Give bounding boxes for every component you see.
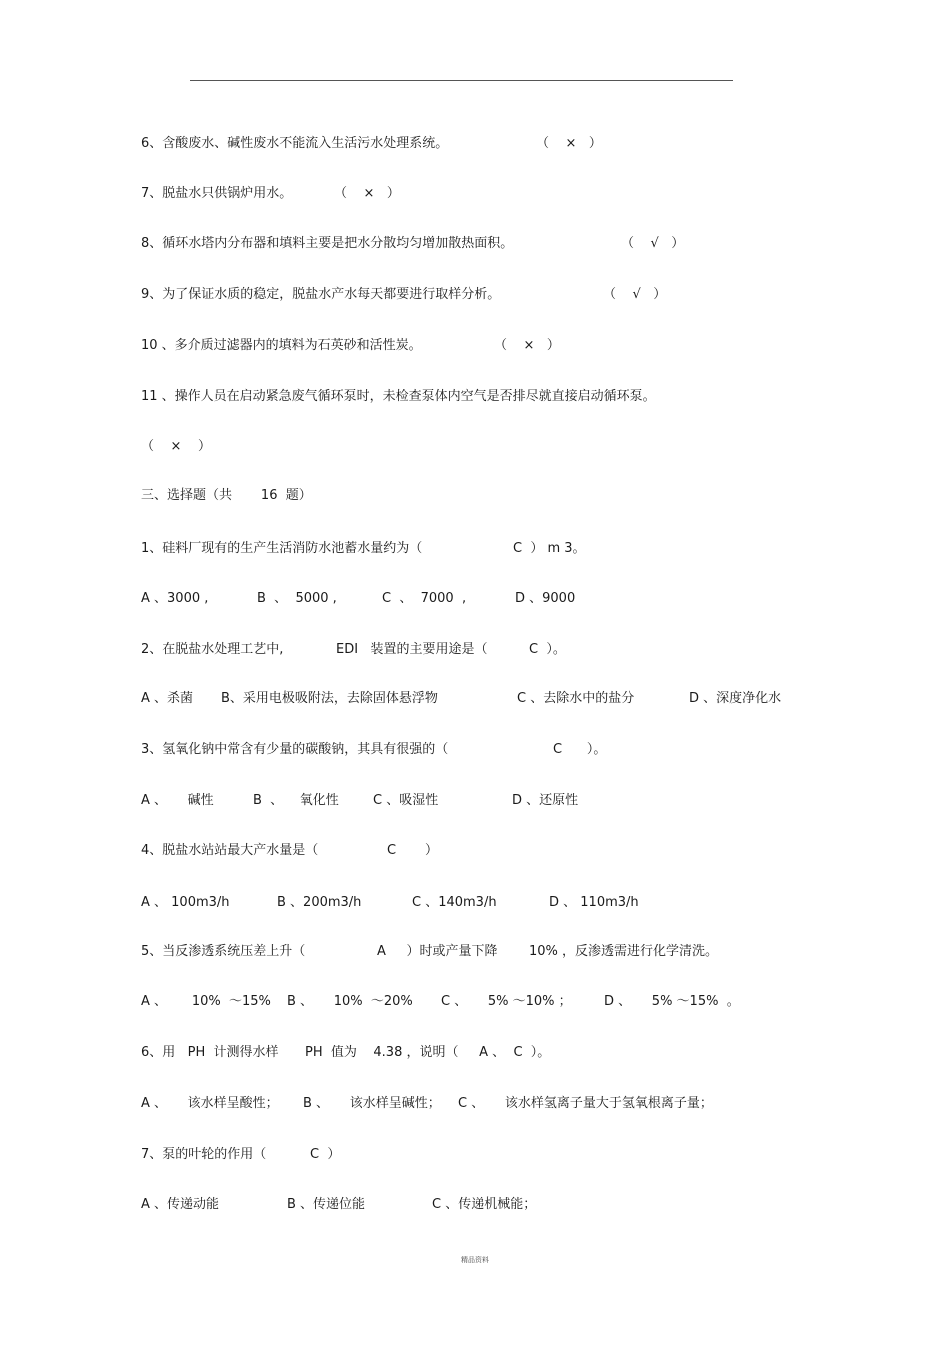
option-d: D 、9000	[515, 591, 576, 606]
judge-item-9	[141, 287, 667, 335]
header-rule	[190, 80, 733, 81]
option-a: A 、3000 ,	[141, 591, 209, 606]
question-text: 4、脱盐水站站最大产水量是（	[141, 843, 319, 858]
question-text: 9、为了保证水质的稳定，脱盐水产水每天都要进行取样分析。	[141, 287, 501, 302]
question-text: 7、脱盐水只供锅炉用水。	[141, 186, 293, 201]
question-text-cont: EDI 装置的主要用途是（	[336, 642, 488, 657]
option-a: A 、 100m3/h	[141, 895, 230, 910]
question-text: 10 、多介质过滤器内的填料为石英砂和活性炭。	[141, 338, 422, 353]
answer-text: C ）。	[529, 642, 566, 657]
answer-mark: （ × ）	[334, 186, 400, 201]
answer-text: C ） m 3。	[513, 541, 586, 556]
option-a: A 、杀菌	[141, 691, 194, 706]
answer-mark: （ × ）	[536, 136, 602, 151]
question-text: 5、当反渗透系统压差上升（	[141, 944, 306, 959]
option-c: C 、140m3/h	[412, 895, 497, 910]
option-b: B 、200m3/h	[277, 895, 362, 910]
question-text: 11 、操作人员在启动紧急废气循环泵时，未检查泵体内空气是否排尽就直接启动循环泵。	[141, 389, 656, 404]
question-text-cont: PH 值为 4.38 ，说明（ A 、 C ）。	[305, 1045, 551, 1060]
question-text-cont: 10% ，反渗透需进行化学清洗。	[529, 944, 719, 959]
option-d: D 、 5% ～15% 。	[604, 994, 740, 1009]
question-text: 7、泵的叶轮的作用（	[141, 1147, 267, 1162]
option-d: D 、还原性	[512, 793, 579, 808]
option-c: C 、去除水中的盐分	[517, 691, 635, 706]
option-a: A 、传递动能	[141, 1197, 220, 1212]
option-c: C 、传递机械能；	[432, 1197, 537, 1212]
answer-text: C ）	[310, 1147, 341, 1162]
answer-mark: （ × ）	[494, 338, 560, 353]
question-text: 2、在脱盐水处理工艺中,	[141, 642, 284, 657]
answer-text: A ）时或产量下降	[377, 944, 498, 959]
question-text: 1、硅料厂现有的生产生活消防水池蓄水量约为（	[141, 541, 423, 556]
option-b: B 、 氧化性	[253, 793, 339, 808]
page-footer: 精品资料	[461, 1256, 489, 1264]
option-b: B 、 10% ～20%	[287, 994, 413, 1009]
option-a: A 、 该水样呈酸性；	[141, 1096, 279, 1111]
answer-mark: （ √ ）	[621, 236, 685, 251]
judge-item-6	[141, 136, 602, 184]
answer-text: C ）	[387, 843, 439, 858]
option-b: B、采用电极吸附法，去除固体悬浮物	[221, 691, 438, 706]
option-b: B 、 该水样呈碱性；	[303, 1096, 441, 1111]
judge-item-7	[141, 186, 400, 234]
answer-mark: （ × ）	[141, 439, 211, 454]
choice-question-1	[141, 541, 586, 589]
section-title: 三、选择题（共 16 题）	[141, 488, 312, 503]
choice-question-4	[141, 843, 439, 891]
option-a: A 、 碱性	[141, 793, 214, 808]
choice-question-3	[141, 742, 607, 790]
option-c: C 、 该水样氢离子量大于氢氧根离子量；	[458, 1096, 713, 1111]
question-text: 6、用 PH 计测得水样	[141, 1045, 279, 1060]
option-d: D 、深度净化水	[689, 691, 782, 706]
option-c: C 、 7000 ,	[382, 591, 467, 606]
judge-item-8	[141, 236, 685, 284]
question-text: 8、循环水塔内分布器和填料主要是把水分散均匀增加散热面积。	[141, 236, 514, 251]
section-heading-choice	[141, 488, 312, 520]
question-text: 6、含酸废水、碱性废水不能流入生活污水处理系统。	[141, 136, 449, 151]
judge-item-11	[141, 389, 656, 421]
choice-question-6	[141, 1045, 551, 1093]
option-c: C 、 5% ～10% ；	[441, 994, 572, 1009]
option-c: C 、吸湿性	[373, 793, 439, 808]
choice-question-7	[141, 1147, 341, 1195]
option-b: B 、传递位能	[287, 1197, 366, 1212]
answer-mark: （ √ ）	[603, 287, 667, 302]
option-d: D 、 110m3/h	[549, 895, 639, 910]
option-a: A 、 10% ～15%	[141, 994, 271, 1009]
option-b: B 、 5000 ,	[257, 591, 337, 606]
question-text: 3、氢氧化钠中常含有少量的碳酸钠，其具有很强的（	[141, 742, 449, 757]
answer-text: C ）。	[553, 742, 607, 757]
judge-item-11-answer	[141, 439, 211, 471]
judge-item-10	[141, 338, 560, 386]
